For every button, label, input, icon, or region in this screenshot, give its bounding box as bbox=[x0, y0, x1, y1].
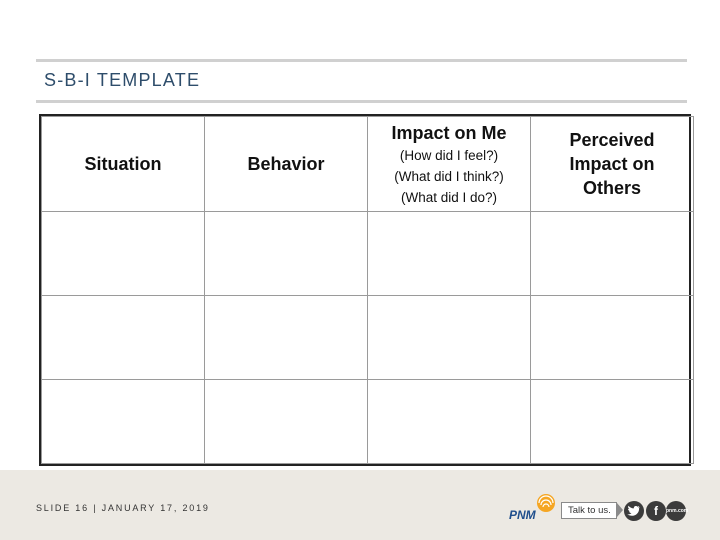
table-cell[interactable] bbox=[531, 380, 694, 464]
sbi-table bbox=[39, 114, 691, 466]
impact-question-do: (What did I do?) bbox=[400, 189, 498, 205]
top-rule bbox=[36, 59, 687, 62]
table-row bbox=[42, 296, 694, 380]
pnm-com-icon[interactable]: pnm.com bbox=[666, 501, 686, 521]
impact-question-think: (What did I think?) bbox=[394, 168, 504, 184]
table-cell[interactable] bbox=[205, 380, 368, 464]
title-rule bbox=[36, 100, 687, 103]
table-cell[interactable] bbox=[205, 212, 368, 296]
table-cell[interactable] bbox=[42, 212, 205, 296]
header-row bbox=[42, 117, 694, 212]
table-cell[interactable] bbox=[42, 296, 205, 380]
impact-question-feel: (How did I feel?) bbox=[399, 147, 499, 163]
table-row bbox=[42, 380, 694, 464]
table-cell[interactable] bbox=[205, 296, 368, 380]
slide-info: SLIDE 16 | JANUARY 17, 2019 bbox=[36, 503, 210, 513]
table-row bbox=[42, 212, 694, 296]
facebook-icon[interactable]: f bbox=[646, 501, 666, 521]
table-cell[interactable] bbox=[368, 212, 531, 296]
table-cell[interactable] bbox=[531, 212, 694, 296]
header-behavior: Behavior bbox=[205, 117, 368, 212]
header-impact-on-me: Impact on Me (How did I feel?) (What did I think?) (What did I do?) bbox=[368, 117, 531, 212]
logo-wordmark: PNM bbox=[509, 508, 536, 522]
pnm-logo-icon bbox=[508, 492, 558, 522]
twitter-icon[interactable] bbox=[624, 501, 644, 521]
table-cell[interactable] bbox=[531, 296, 694, 380]
table-cell[interactable] bbox=[368, 380, 531, 464]
header-perceived-impact: Perceived Impact on Others bbox=[531, 117, 694, 212]
table-cell[interactable] bbox=[368, 296, 531, 380]
header-situation: Situation bbox=[42, 117, 205, 212]
table-cell[interactable] bbox=[42, 380, 205, 464]
talk-to-us-button[interactable]: Talk to us. bbox=[561, 502, 617, 519]
talk-arrow-icon bbox=[617, 503, 623, 517]
slide-title: S-B-I TEMPLATE bbox=[44, 70, 201, 90]
